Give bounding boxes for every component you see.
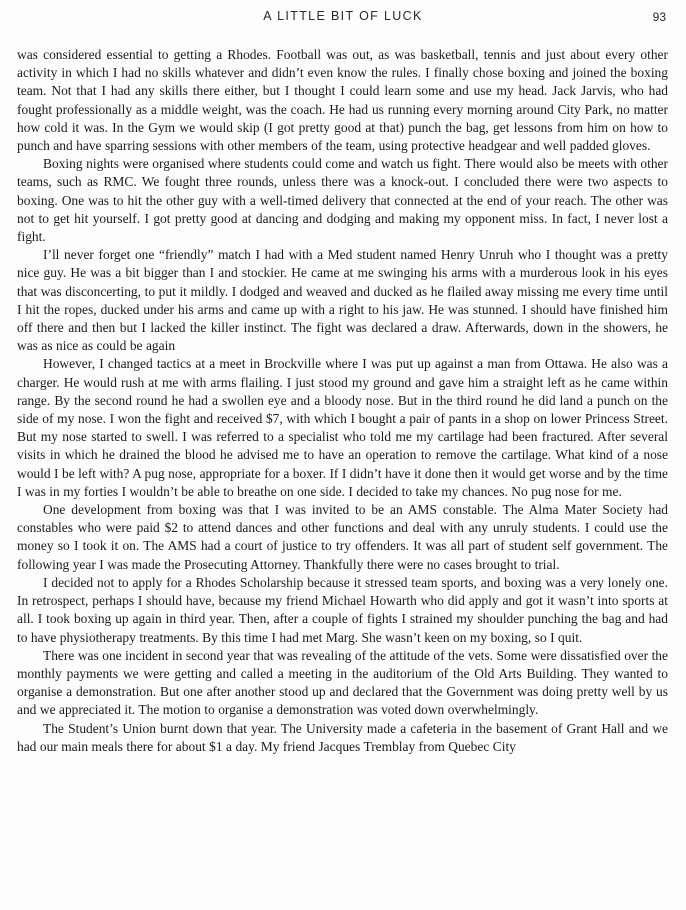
paragraph: was considered essential to getting a Rhodes. Football was out, as was basketball, tennis and just about every other activity in which I had no skills whatever and didn’t even know the rules. I finally chose boxing and joined the boxing team. Not that I had any skills there either, but I thought I could learn some and use my head. Jack Jarvis, who had fought professionally as a middle weight, was the coach. He had us running every morning around City Park, no matter how cold it was. In the Gym we would skip (I got pretty good at that) punch the bag, get lessons from him on how to punch and have sparring sessions with other members of the team, using protective headgear and well padded gloves.: [17, 47, 668, 154]
paragraph: I decided not to apply for a Rhodes Scholarship because it stressed team sports, and boxing was a very lonely one. In retrospect, perhaps I should have, because my friend Michael Howarth who did apply and got it wasn’t into sports at all. I took boxing up again in third year. Then, after a couple of fights I strained my shoulder punching the bag and had to have physiotherapy treatments. By this time I had met Marg. She wasn’t keen on my boxing, so I quit.: [17, 574, 668, 645]
running-head: [17, 9, 669, 29]
paragraph: I’ll never forget one “friendly” match I had with a Med student named Henry Unruh who I thought was a pretty nice guy. He was a bit bigger than I and stockier. He came at me swinging his arms with a murderous look in his eyes that was disconcerting, to put it mildly. I dodged and weaved and ducked as he flailed away missing me every time until I hit the ropes, ducked under his arms and came up with a right to his jaw. He was stunned. I should have finished him off there and then but I lacked the killer instinct. The fight was declared a draw. Afterwards, down in the showers, he was as nice as could be again: [17, 247, 668, 354]
paragraph: One development from boxing was that I was invited to be an AMS constable. The Alma Mater Society had constables who were paid $2 to attend dances and other functions and deal with any unruly students. I could use the money so I took it on. The AMS had a court of justice to try offenders. It was all part of student self government. The following year I was made the Prosecuting Attorney. Thankfully there were no cases brought to trial.: [17, 502, 668, 572]
page-number: 93: [652, 10, 666, 24]
paragraph: There was one incident in second year that was revealing of the attitude of the vets. Some were dissatisfied over the monthly payments we were getting and called a meeting in the auditorium of the Old Arts Building. They wanted to organise a demonstration. But one after another stood up and declared that the Government was doing pretty well by us and we appreciated it. The motion to organise a demonstration was voted down overwhelmingly.: [17, 647, 668, 718]
paragraph: Boxing nights were organised where students could come and watch us fight. There would also be meets with other teams, such as RMC. We fought three rounds, unless there was a knock-out. I concluded there were two aspects to boxing. One was to hit the other guy with a well-timed delivery that connected at the end of your reach. The other was not to get hit yourself. I got pretty good at dancing and dodging and making my opponent miss. In fact, I never lost a fight.: [17, 156, 668, 245]
paragraph: However, I changed tactics at a meet in Brockville where I was put up against a man from Ottawa. He also was a charger. He would rush at me with arms flailing. I just stood my ground and gave him a straight left as he came within range. By the second round he had a swollen eye and a bloody nose. But in the third round he did land a punch on the side of my nose. I won the fight and received $7, with which I bought a pair of pants in a shop on lower Princess Street. But my nose started to swell. I was referred to a specialist who told me my cartilage had been fractured. After several visits in which he drained the blood he advised me to have an operation to remove the cartilage. What kind of a nose would I be left with? A pug nose, appropriate for a boxer. If I didn’t have it done then it would get worse and by the time I was in my forties I wouldn’t be able to breathe on one side. I decided to take my chances. No pug nose for me.: [17, 356, 668, 499]
body-text-block: [17, 46, 668, 756]
running-head-title: A LITTLE BIT OF LUCK: [263, 9, 423, 23]
paragraph: The Student’s Union burnt down that year. The University made a cafeteria in the basement of Grant Hall and we had our main meals there for about $1 a day. My friend Jacques Tremblay from Quebec City: [17, 720, 668, 754]
